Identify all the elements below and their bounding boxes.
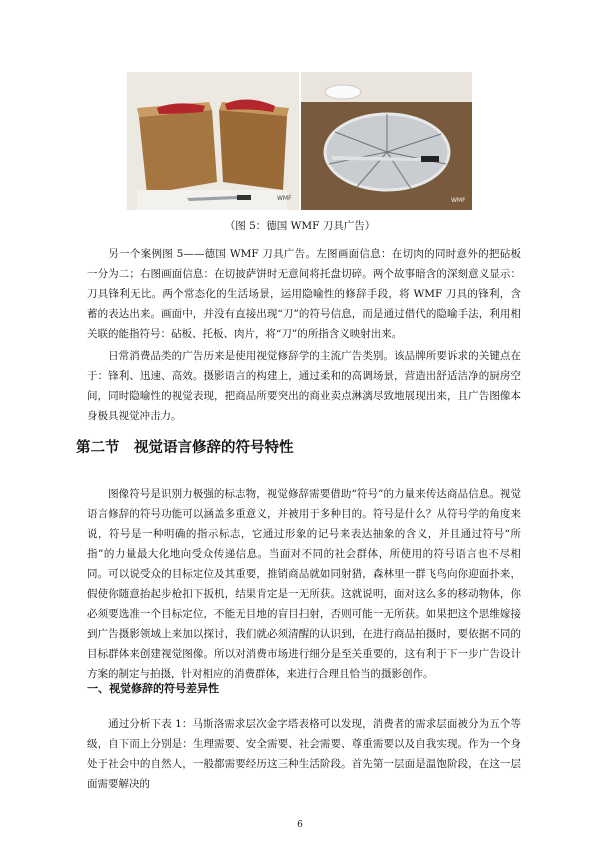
figure-wmf-ads [127, 72, 472, 210]
wmf-pizza-tray-photo [301, 72, 472, 210]
pizza-tray-illustration [301, 72, 472, 210]
section-title: 第二节 视觉语言修辞的符号特性 [76, 440, 294, 456]
cutting-board-illustration [127, 72, 299, 210]
paragraph-text: 图像符号是识别力极强的标志物，视觉修辞需要借助“符号”的力量来传达商品信息。视觉语言修辞的符号功能可以涵盖多重意义，并被用于多种目的。符号是什么？从符号学的角度来说，符号是一种明确的指示标志，它通过形象的记号来表达抽象的含义，并且通过符号“所指”的力量最大化地向受众传递信息。当面对不同的社会群体，所使用的符号语言也不尽相同。可以说受众的目标定位及其重要，推销商品就如同射猎，森林里一群飞鸟向你迎面扑来，假使你随意抬起步枪扣下扳机，结果肯定是一无所获。这就说明，面对这么多的移动物体，你必须要选准一个目标定位，不能无目地的盲目扫射，否则可能一无所获。如果把这个思维嫁接到广告摄影领域上来加以探讨，我们就必须清醒的认识到，在进行商品拍摄时，要依据不同的目标群体来创建视觉图像。所以对消费市场进行细分是至关重要的，这有利于下一步广告设计方案的制定与拍摄，针对相应的消费群体，来进行合理且恰当的摄影创作。 [87, 488, 521, 680]
paragraph-text: 通过分析下表 1：马斯洛需求层次金字塔表格可以发现，消费者的需求层面被分为五个等级，自下而上分别是：生理需要、安全需要、社会需要、尊重需要以及自我实现。作为一个身处于社会中的自然人，一般都需要经历这三种生活阶段。首先第一层面是温饱阶段，在这一层面需要解决的 [87, 718, 521, 790]
paragraph-symbol-function [87, 484, 521, 684]
paragraph-consumer-ads [87, 346, 521, 426]
paragraph-maslow [87, 714, 521, 794]
paragraph-wmf-analysis [87, 244, 521, 344]
figure-caption: （图 5：德国 WMF 刀具广告） [224, 220, 376, 232]
subsection-title: 一、视觉修辞的符号差异性 [87, 682, 219, 695]
page-number: 6 [297, 820, 303, 830]
right-logo: WMF [451, 197, 466, 204]
paragraph-text: 另一个案例图 5——德国 WMF 刀具广告。左图画面信息：在切肉的同时意外的把砧板一分为二；右图画面信息：在切披萨饼时无意间将托盘切碎。两个故事暗含的深刻意义显示：刀具锋利无比。两个常态化的生活场景，运用隐喻性的修辞手段，将 WMF 刀具的锋利，含蓄的表达出来。画面中，并没有直接出现“刀”的符号信息，而是通过借代的隐喻手法，利用相关联的能指符号：砧板、托板、肉片，将“刀”的所指含义映射出来。 [87, 248, 521, 340]
paragraph-text: 日常消费品类的广告历来是使用视觉修辞学的主流广告类别。该品牌所要诉求的关键点在于：锋利、迅速、高效。摄影语言的构建上，通过柔和的高调场景，营造出舒适洁净的厨房空间，同时隐喻性的视觉表现，把商品所要突出的商业卖点淋漓尽致地展现出来，且广告图像本身极具视觉冲击力。 [87, 350, 521, 422]
left-logo: WMF [277, 195, 292, 202]
wmf-cutting-board-photo [127, 72, 299, 210]
